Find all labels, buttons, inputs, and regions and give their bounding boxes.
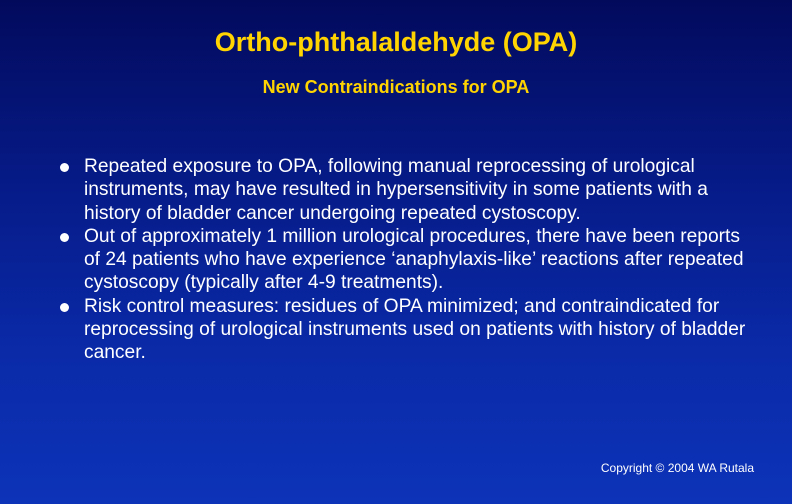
bullet-text: Repeated exposure to OPA, following manual reprocessing of urological instruments, may have resulted in hypersensitivity in some patients with a history of bladder cancer undergoing repeated cystoscopy.: [84, 156, 708, 224]
bullet-dot-icon: [60, 303, 69, 312]
bullet-text: Out of approximately 1 million urological procedures, there have been reports of 24 patients who have experience ‘anaphylaxis-like’ reactions after repeated cystoscopy (typically after 4-9 treatments).: [84, 225, 744, 294]
slide-subtitle: New Contraindications for OPA: [262, 77, 530, 97]
bullet-item: [60, 155, 760, 225]
bullet-item: [60, 295, 760, 365]
bullet-item: [60, 225, 760, 295]
bullet-text: Risk control measures: residues of OPA minimized; and contraindicated for reprocessing of urological instruments used on patients with history of bladder cancer.: [84, 295, 746, 364]
slide-title: Ortho-phthalaldehyde (OPA): [214, 27, 578, 57]
bullet-list: [60, 155, 760, 365]
copyright-notice: Copyright © 2004 WA Rutala: [600, 461, 754, 475]
bullet-dot-icon: [60, 163, 69, 172]
bullet-dot-icon: [60, 233, 69, 242]
